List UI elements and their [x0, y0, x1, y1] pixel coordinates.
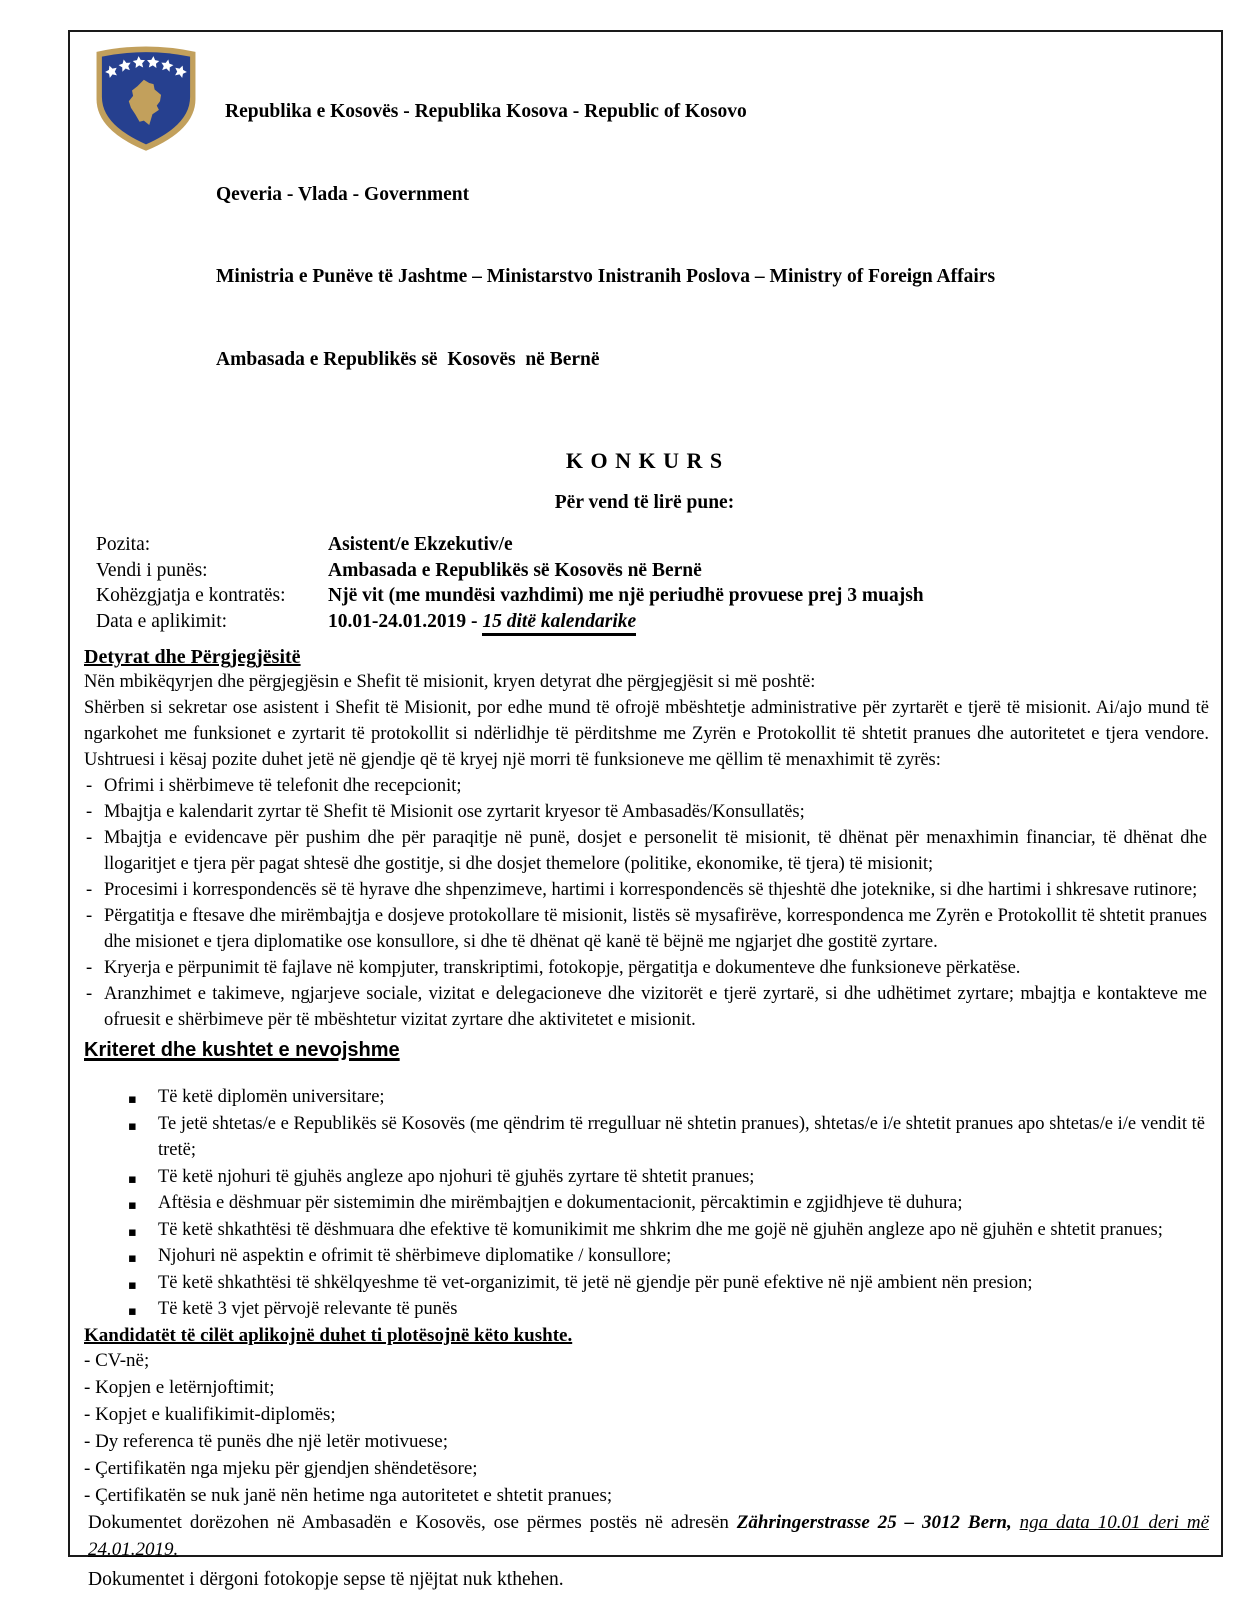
header-line-government: Qeveria - Vlada - Government	[216, 183, 470, 205]
square-bullet-icon: ▪	[128, 1171, 137, 1187]
duty-item	[80, 825, 1209, 877]
vacancy-details	[80, 532, 1209, 634]
checklist-item: - Çertifikatën nga mjeku për gjendjen shëndetësore;	[84, 1457, 478, 1479]
square-bullet-icon: ▪	[128, 1277, 137, 1293]
checklist-item: - CV-në;	[84, 1349, 150, 1371]
submission-paragraph	[80, 1509, 1209, 1563]
criteria-text: Te jetë shtetas/e e Republikës së Kosovës (me qëndrim të rregulluar në shtetin pranues), shtetas/e i/e shtetit pranues apo shtetas/e i/e vendit të tretë;	[158, 1113, 1205, 1160]
konkurs-title: K O N K U R S	[565, 448, 724, 473]
duty-item	[80, 799, 1209, 825]
duty-text: Përgatitja e ftesave dhe mirëmbajtja e dosjeve protokollare të misionit, listës së mysafirëve, korrespondenca me Zyrën e Protokollit të shtetit pranues dhe misionet e tjera diplomatike ose konsullore, si dhe të dhënat që kanë të bëjnë me ngjarjet dhe gostitë zyrtare.	[104, 906, 1207, 952]
criteria-item	[80, 1190, 1209, 1217]
dash-marker: -	[86, 984, 93, 1004]
vacancy-row-location	[96, 558, 1209, 584]
vacancy-row-application-date	[96, 609, 1209, 635]
criteria-text: Aftësia e dëshmuar për sistemimin dhe mirëmbajtjen e dokumentacionit, përcaktimin e zgjidhjeve të duhura;	[158, 1193, 963, 1213]
dash-marker: -	[86, 802, 93, 822]
criteria-text: Të ketë 3 vjet përvojë relevante të punës	[158, 1299, 458, 1319]
criteria-item	[80, 1217, 1209, 1244]
dash-marker: -	[86, 776, 93, 796]
duty-text: Kryerja e përpunimit të fajlave në kompjuter, transkriptimi, fotokopje, përgatitja e dokumenteve dhe funksioneve përkatëse.	[104, 958, 1021, 978]
square-bullet-icon: ▪	[128, 1224, 137, 1240]
row-label: Kohëzgjatja e kontratës:	[96, 585, 286, 606]
square-bullet-icon: ▪	[128, 1304, 137, 1319]
vacancy-row-position	[96, 532, 1209, 558]
duty-item	[80, 877, 1209, 903]
square-bullet-icon: ▪	[128, 1198, 137, 1213]
duty-text: Ofrimi i shërbimeve të telefonit dhe recepcionit;	[104, 776, 462, 796]
header-line-embassy: Ambasada e Republikës së Kosovës në Bernë	[216, 348, 600, 370]
duty-item	[80, 903, 1209, 955]
duty-text: Mbajtja e kalendarit zyrtar të Shefit të Misionit ose zyrtarit kryesor të Ambasadës/Konsullatës;	[104, 802, 805, 822]
square-bullet-icon: ▪	[128, 1092, 137, 1107]
dash-marker: -	[86, 828, 93, 848]
row-value	[328, 609, 636, 635]
criteria-text: Njohuri në aspektin e ofrimit të shërbimeve diplomatike / konsullore;	[158, 1246, 672, 1266]
letterhead-text	[216, 38, 995, 428]
criteria-item	[80, 1164, 1209, 1191]
square-bullet-icon: ▪	[128, 1251, 137, 1266]
dash-marker: -	[86, 958, 93, 978]
duty-item	[80, 981, 1209, 1033]
submission-text: Dokumentet dorëzohen në Ambasadën e Kosovës, ose përmes postës në adresën	[88, 1511, 737, 1533]
row-value: Ambasada e Republikës së Kosovës në Bernë	[328, 559, 702, 581]
checklist-heading: Kandidatët të cilët aplikojnë duhet ti plotësojnë këto kushte.	[84, 1324, 573, 1346]
checklist-item: - Kopjet e kualifikimit-diplomës;	[84, 1403, 336, 1425]
duty-item	[80, 955, 1209, 981]
duty-text: Mbajtja e evidencave për pushim dhe për paraqitje në punë, dosjet e personelit të misionit, të dhënat për menaxhimin financiar, të dhënat dhe llogaritjet e tjera për pagat shtesë dhe gostitje, si dhe dosjet themelore (politike, ekonomike, të tjera) të misionit;	[104, 828, 1207, 874]
row-value: Një vit (me mundësi vazhdimi) me një periudhë provuese prej 3 muajsh	[328, 585, 924, 606]
vacancy-subtitle: Për vend të lirë pune:	[554, 492, 735, 513]
calendar-days-text: 15 ditë kalendarike	[482, 611, 636, 636]
duties-heading: Detyrat dhe Përgjegjësitë	[84, 646, 301, 668]
document-frame	[68, 30, 1223, 1590]
return-note: Dokumentet i dërgoni fotokopje sepse të njëjtat nuk kthehen.	[88, 1568, 564, 1590]
header-line-ministry: Ministria e Punëve të Jashtme – Ministarstvo Inistranih Poslova – Ministry of Foreign Affairs	[216, 266, 996, 287]
criteria-heading: Kriteret dhe kushtet e nevojshme	[84, 1039, 400, 1061]
header-line-republic: Republika e Kosovës - Republika Kosova - Republic of Kosovo	[225, 101, 747, 122]
letterhead	[80, 38, 1209, 428]
criteria-item	[80, 1270, 1209, 1297]
dash-marker: -	[86, 880, 93, 900]
vacancy-row-contract	[96, 583, 1209, 609]
duties-intro: Nën mbikëqyrjen dhe përgjegjësin e Shefit të misionit, kryen detyrat dhe përgjegjësit si më poshtë:	[84, 672, 816, 692]
duty-text: Aranzhimet e takimeve, ngjarjeve sociale, vizitat e delegacioneve dhe vizitorët e tjerë zyrtarë, si dhe udhëtimet zyrtare; mbajtja e kontakteve me ofruesit e shërbimeve për të mbështetur vizitat zyrtare dhe aktivitetet e misionit.	[104, 984, 1207, 1030]
square-bullet-icon: ▪	[128, 1118, 137, 1134]
checklist-item: - Çertifikatën se nuk janë nën hetime nga autoritetet e shtetit pranues;	[84, 1484, 613, 1506]
criteria-text: Të ketë njohuri të gjuhës angleze apo njohuri të gjuhës zyrtare të shtetit pranues;	[158, 1166, 755, 1187]
row-label: Vendi i punës:	[96, 559, 208, 581]
checklist-item: - Dy referenca të punës dhe një letër motivuese;	[84, 1430, 449, 1452]
duties-list	[80, 773, 1209, 1033]
checklist-item: - Kopjen e letërnjoftimit;	[84, 1376, 275, 1398]
criteria-text: Të ketë shkathtësi të shkëlqyeshme të vet-organizimit, të jetë në gjendje për punë efektive në një ambient nën presion;	[158, 1272, 1033, 1293]
row-label: Pozita:	[96, 534, 151, 555]
date-range-text: nga data 10.01 deri më 24.01.2019.	[88, 1511, 1210, 1560]
row-label: Data e aplikimit:	[96, 610, 228, 632]
kosovo-coat-of-arms-icon	[92, 40, 200, 154]
checklist	[80, 1347, 1209, 1509]
criteria-item	[80, 1296, 1209, 1323]
criteria-item	[80, 1243, 1209, 1270]
dash-marker: -	[86, 906, 93, 926]
criteria-item	[80, 1111, 1209, 1164]
duties-paragraph: Shërben si sekretar ose asistent i Shefit të Misionit, por edhe mund të ofrojë mbështetje administrative për zyrtarët e tjerë të misionit. Ai/ajo mund të ngarkohet me funksionet e zyrtarit të protokollit si ndërlidhje të përditshme me Zyrën e Protokollit të shtetit pranues dhe autoritetet e tjera vendore. Ushtruesi i kësaj pozite duhet jetë në gjendje që të kryej një morri të funksioneve me qëllim të menaxhimit të zyrës:	[84, 698, 1209, 770]
criteria-list	[80, 1084, 1209, 1323]
criteria-text: Të ketë diplomën universitare;	[158, 1087, 385, 1107]
criteria-text: Të ketë shkathtësi të dëshmuara dhe efektive të komunikimit me shkrim dhe me gojë në gjuhën angleze apo në gjuhën e shtetit pranues;	[158, 1219, 1163, 1240]
date-range: 10.01-24.01.2019 -	[328, 610, 483, 632]
row-value: Asistent/e Ekzekutiv/e	[328, 534, 513, 555]
criteria-item	[80, 1084, 1209, 1111]
address-text: Zähringerstrasse 25 – 3012 Bern,	[736, 1511, 1012, 1533]
duty-text: Procesimi i korrespondencës së të hyrave dhe shpenzimeve, hartimi i korrespondencës së thjeshtë dhe joteknike, si dhe hartimi i shkresave rutinore;	[104, 880, 1198, 900]
duty-item	[80, 773, 1209, 799]
